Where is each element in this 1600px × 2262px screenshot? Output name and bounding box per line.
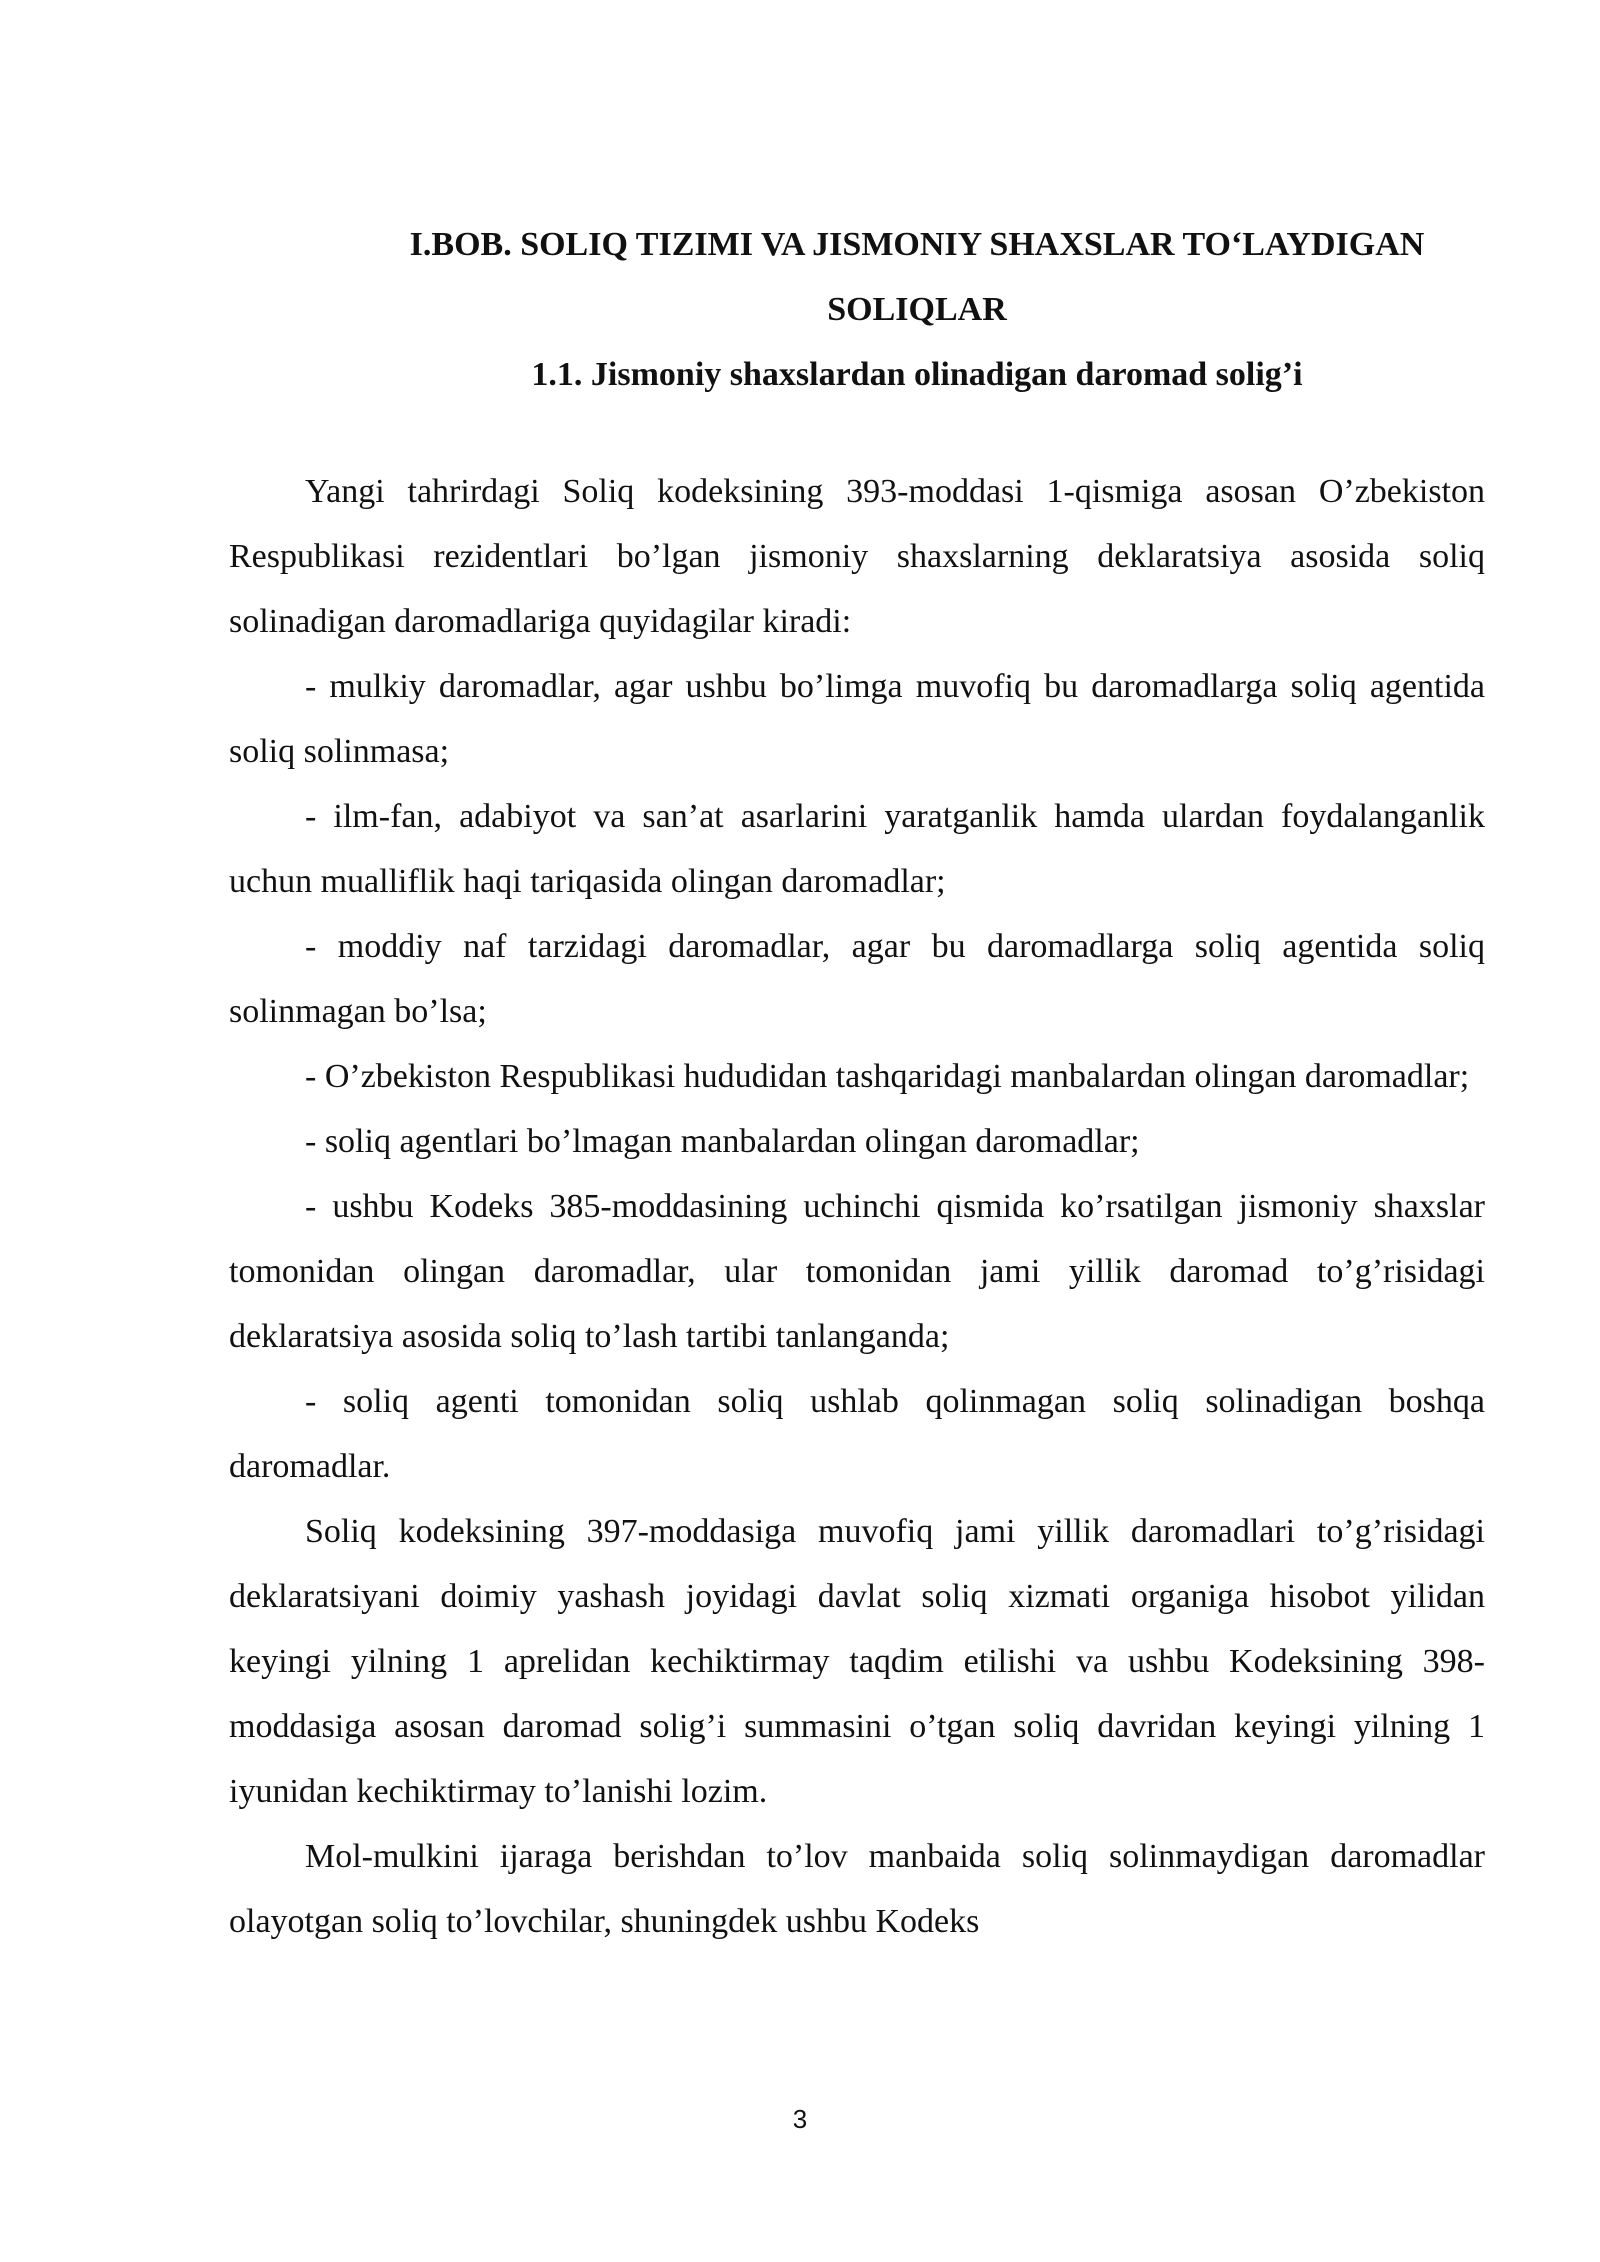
chapter-title: I.BOB. SOLIQ TIZIMI VA JISMONIY SHAXSLAR TO‘LAYDIGAN SOLIQLAR — [409, 226, 1425, 328]
list-item: - soliq agenti tomonidan soliq ushlab qolinmagan soliq solinadigan boshqa daromadlar. — [229, 1383, 1485, 1485]
list-item: - O’zbekiston Respublikasi hududidan tashqaridagi manbalardan olingan daromadlar; — [305, 1058, 1470, 1095]
paragraph: Mol-mulkini ijaraga berishdan to’lov manbaida soliq solinmaydigan daromadlar olayotgan soliq to’lovchilar, shuningdek ushbu Kodeks — [229, 1838, 1485, 1940]
page-number: 3 — [792, 2104, 808, 2134]
list-item: - ilm-fan, adabiyot va san’at asarlarini yaratganlik hamda ulardan foydalanganlik uchun mualliflik haqi tariqasida olingan daromadlar; — [229, 798, 1485, 900]
list-item: - mulkiy daromadlar, agar ushbu bo’limga muvofiq bu daromadlarga soliq agentida soliq solinmasa; — [229, 668, 1485, 770]
page-body — [229, 212, 1485, 1954]
list-item: - ushbu Kodeks 385-moddasining uchinchi qismida ko’rsatilgan jismoniy shaxslar tomonidan olingan daromadlar, ular tomonidan jami yillik daromad to’g’risidagi deklaratsiya asosida soliq to’lash tartibi tanlanganda; — [229, 1188, 1485, 1355]
list-item: - soliq agentlari bo’lmagan manbalardan olingan daromadlar; — [305, 1123, 1140, 1160]
section-title: 1.1. Jismoniy shaxslardan olinadigan daromad solig’i — [531, 356, 1303, 393]
list-item: - moddiy naf tarzidagi daromadlar, agar bu daromadlarga soliq agentida soliq solinmagan bo’lsa; — [229, 928, 1485, 1030]
paragraph: Soliq kodeksining 397-moddasiga muvofiq jami yillik daromadlari to’g’risidagi deklaratsiyani doimiy yashash joyidagi davlat soliq xizmati organiga hisobot yilidan keyingi yilning 1 aprelidan kechiktirmay taqdim etilishi va ushbu Kodeksining 398-moddasiga asosan daromad solig’i summasini o’tgan soliq davridan keyingi yilning 1 iyunidan kechiktirmay to’lanishi lozim. — [229, 1513, 1485, 1810]
paragraph: Yangi tahrirdagi Soliq kodeksining 393-moddasi 1-qismiga asosan O’zbekiston Respublikasi rezidentlari bo’lgan jismoniy shaxslarning deklaratsiya asosida soliq solinadigan daromadlariga quyidagilar kiradi: — [229, 473, 1485, 640]
